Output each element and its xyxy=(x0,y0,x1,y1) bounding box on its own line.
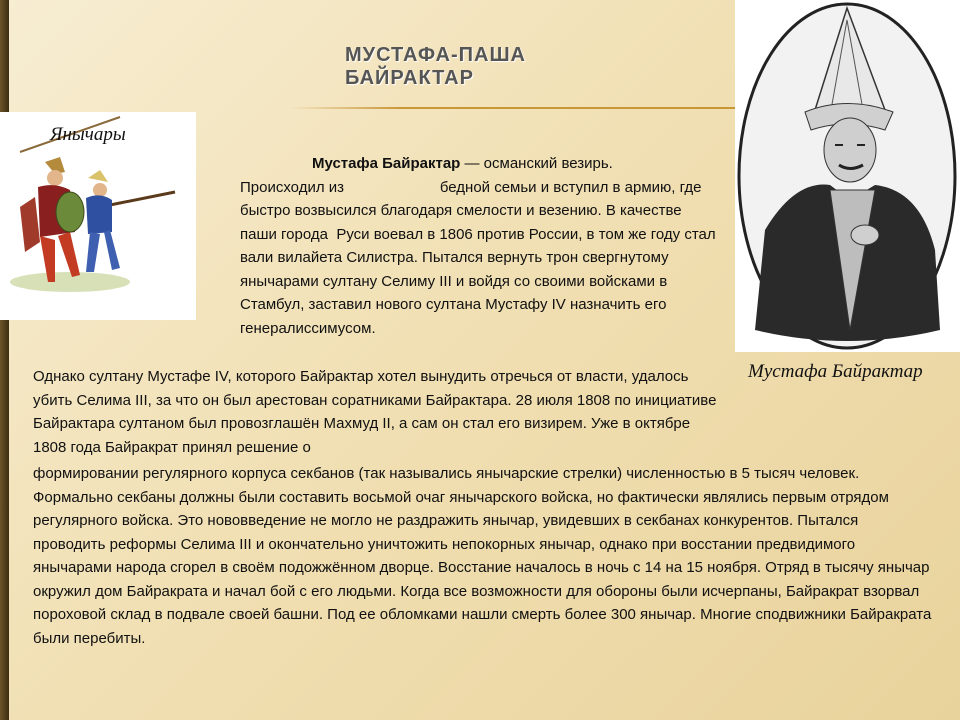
slide-title: МУСТАФА-ПАША БАЙРАКТАР xyxy=(345,44,526,89)
left-border xyxy=(0,0,9,720)
middle-paragraph: Однако султану Мустафе IV, которого Байрактар хотел вынудить отречься от власти, удалось убить Селима III, за что он был арестован соратниками Байрактара. 28 июля 1808 по инициативе Байрактара султаном был провозглашён Махмуд II, а сам он стал его визирем. Уже в октябре 1808 года Байракрат принял решение о xyxy=(33,368,717,456)
portrait-image xyxy=(735,0,960,352)
vizier-phrase: — османский везирь. xyxy=(460,155,613,172)
bayraktar-name: Мустафа Байрактар xyxy=(312,155,461,172)
intro-text: Происходил из бедной семьи и вступил в армию, где быстро возвысился благодаря смелости и везению. В качестве паши города Руси воевал в 1806 против России, в том же году стал вали вилайета Силистра. Пытался вернуть трон свергнутому янычарами султану Селиму III и войдя со своими войсками в Стамбул, заставил нового султана Мустафу IV назначить его генералиссимусом. xyxy=(240,178,720,337)
portrait-caption: Мустафа Байрактар xyxy=(748,361,923,382)
final-paragraph: формировании регулярного корпуса секбанов (так назывались янычарские стрелки) численностью в 5 тысяч человек. Формально секбаны должны были составить восьмой очаг янычарского войска, но фактически являлись первым отрядом регулярного войска. Это нововведение не могло не раздражить янычар, увидевших в секбанах конкурентов. Пытался проводить реформы Селима III и окончательно уничтожить непокорных янычар, однако при восстании предвидимого янычарами народа сгорел в своём подожжённом дворце. Восстание началось в ночь с 14 на 15 ноября. Отряд в тысячу янычар окружил дом Байракрата и начал бой с его людьми. Когда все возможности для обороны были исчерпаны, Байракрат взорвал пороховой склад в подвале своей башни. Под ее обломками нашли смерть более 300 янычар. Многие сподвижники Байракрата были перебиты. xyxy=(33,465,932,647)
janissaries-caption: Янычары xyxy=(50,124,126,145)
intro-paragraph xyxy=(240,152,720,340)
